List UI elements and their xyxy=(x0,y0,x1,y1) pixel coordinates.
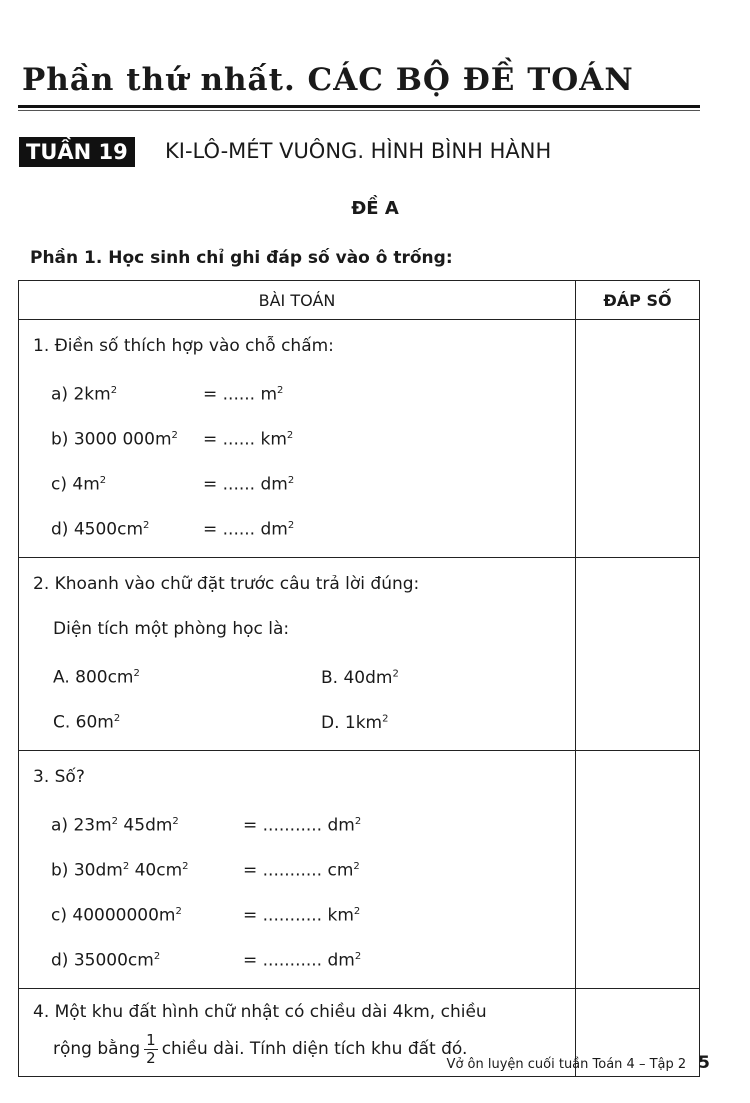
question-title: 2. Khoanh vào chữ đặt trước câu trả lời đúng: xyxy=(33,574,420,594)
question-1 xyxy=(19,320,576,558)
option-b[interactable]: B. $40dm^2$ xyxy=(321,667,399,688)
question-title: 1. Điền số thích hợp vào chỗ chấm: xyxy=(33,336,334,356)
page-footer xyxy=(447,1053,710,1073)
question-3 xyxy=(19,751,576,989)
question-2 xyxy=(19,558,576,751)
column-problem: BÀI TOÁN xyxy=(19,281,576,320)
exam-title: ĐỀ A xyxy=(351,198,399,219)
list-item: d) $4500cm^2$ = ...... $dm^2$ xyxy=(51,519,295,540)
divider xyxy=(18,110,700,111)
part-title: Phần thứ nhất. CÁC BỘ ĐỀ TOÁN xyxy=(22,62,634,98)
answer-box[interactable] xyxy=(576,320,700,558)
options-row xyxy=(33,699,561,744)
question-prompt: Diện tích một phòng học là: xyxy=(53,619,290,639)
question-text: rộng bằng $\frac{1}{2}$ chiều dài. Tính diện tích khu đất đó. xyxy=(53,1030,468,1067)
list-item: c) $40000000m^2$ = ........... $km^2$ xyxy=(51,905,361,926)
table-row xyxy=(19,558,700,751)
column-answer: ĐÁP SỐ xyxy=(576,281,700,320)
list-item: a) $23m^2$ $45dm^2$ = ........... $dm^2$ xyxy=(51,815,362,836)
option-c[interactable]: C. $60m^2$ xyxy=(53,712,121,733)
answer-box[interactable] xyxy=(576,751,700,989)
list-item: b) 3000 $000m^2$ = ...... $km^2$ xyxy=(51,429,294,450)
fraction: $\frac{1}{2}$ xyxy=(146,1030,156,1067)
list-item: b) $30dm^2$ $40cm^2$ = ........... $cm^2$ xyxy=(51,860,360,881)
part1-instruction: Phần 1. Học sinh chỉ ghi đáp số vào ô trống: xyxy=(30,248,453,268)
question-text: 4. Một khu đất hình chữ nhật có chiều dài 4km, chiều xyxy=(33,1002,487,1022)
week-badge: TUẦN 19 xyxy=(19,137,135,167)
table-header xyxy=(19,281,700,320)
table-row xyxy=(19,751,700,989)
options-row xyxy=(33,654,561,699)
table-row xyxy=(19,320,700,558)
list-item: d) $35000cm^2$ = ........... $dm^2$ xyxy=(51,950,362,971)
list-item: a) $2km^2$ = ...... $m^2$ xyxy=(51,384,284,405)
list-item: c) $4m^2$ = ...... $dm^2$ xyxy=(51,474,295,495)
divider xyxy=(18,105,700,108)
option-a[interactable]: A. $800cm^2$ xyxy=(53,667,140,688)
exercise-table xyxy=(18,280,700,1077)
question-title: 3. Số? xyxy=(33,767,85,787)
footer-text: Vở ôn luyện cuối tuần Toán 4 – Tập 2 xyxy=(446,1057,687,1072)
option-d[interactable]: D. $1km^2$ xyxy=(321,712,389,733)
week-title: KI-LÔ-MÉT VUÔNG. HÌNH BÌNH HÀNH xyxy=(165,139,552,163)
page-number: 5 xyxy=(698,1053,710,1073)
answer-box[interactable] xyxy=(576,558,700,751)
